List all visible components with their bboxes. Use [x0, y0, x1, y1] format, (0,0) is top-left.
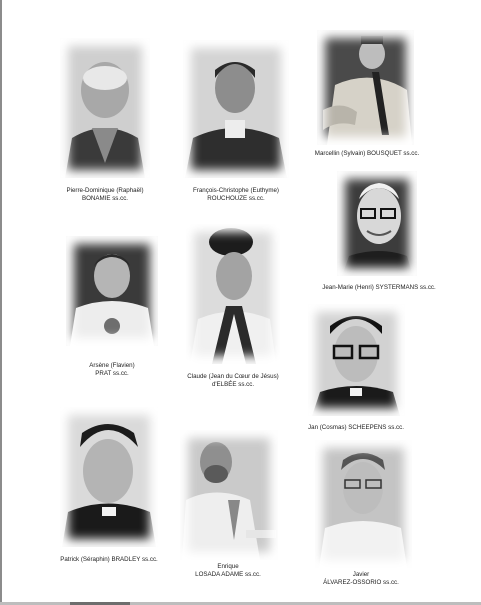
portrait-photo-7 [308, 304, 405, 416]
caption-line-1: Javier [352, 571, 370, 578]
portrait-caption-7 [291, 424, 421, 432]
caption-line-1: Enrique [217, 563, 239, 570]
portrait-photo-9 [180, 430, 278, 560]
portrait-caption-6 [168, 373, 298, 389]
caption-line-1: Pierre-Dominique (Raphaël) [66, 187, 144, 194]
portrait-photo-6 [186, 224, 280, 364]
caption-line-1: Jean-Marie (Henri) SYSTERMANS ss.cc. [322, 284, 436, 291]
portrait-caption-4 [314, 284, 444, 292]
caption-line-2: BONAMIE ss.cc. [81, 195, 129, 202]
caption-line-1: Marcellin (Sylvain) BOUSQUET ss.cc. [314, 150, 420, 157]
portrait-caption-9 [166, 563, 290, 579]
caption-line-1: Patrick (Séraphin) BRADLEY ss.cc. [60, 556, 158, 563]
portrait-photo-8 [60, 407, 158, 547]
portrait-photo-1 [60, 38, 150, 178]
caption-line-1: Claude (Jean du Cœur de Jésus) [187, 373, 279, 380]
caption-line-2: PRAT ss.cc. [95, 370, 129, 377]
portrait-caption-5 [48, 362, 176, 378]
caption-line-2: ÁLVAREZ-OSSORIO ss.cc. [323, 579, 399, 586]
portrait-photo-5 [66, 236, 158, 346]
caption-line-1: Arsène (Flavien) [89, 362, 135, 369]
caption-line-1: François-Christophe (Euthyme) [193, 187, 279, 194]
caption-line-2: ROUCHOUZE ss.cc. [207, 195, 265, 202]
portrait-caption-3 [305, 150, 429, 158]
caption-line-2: d'ELBÉE ss.cc. [211, 381, 255, 388]
portrait-photo-2 [183, 40, 289, 178]
caption-line-1: Jan (Cosmas) SCHEEPENS ss.cc. [308, 424, 404, 431]
portrait-photo-4 [337, 171, 417, 276]
portrait-photo-10 [315, 440, 412, 568]
portrait-caption-8 [42, 556, 176, 564]
page-left-border [0, 0, 2, 605]
portrait-caption-1 [40, 187, 170, 203]
portrait-photo-3 [317, 30, 414, 145]
caption-line-2: LOSADA ADAME ss.cc. [195, 571, 261, 578]
portrait-caption-2 [168, 187, 304, 203]
portrait-caption-10 [296, 571, 426, 587]
